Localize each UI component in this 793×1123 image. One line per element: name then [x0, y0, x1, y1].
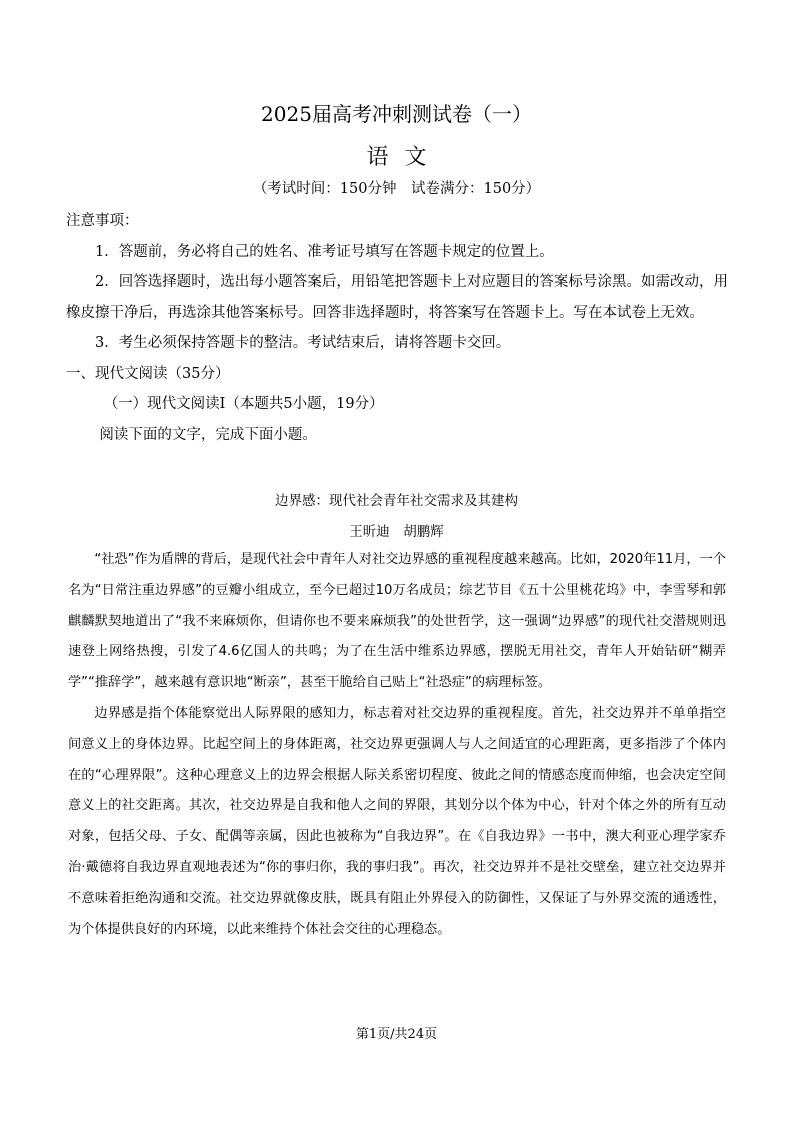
article-paragraph-2: 边界感是指个体能察觉出人际界限的感知力，标志着对社交边界的重视程度。首先，社交边界并不单单指空间意义上的身体边界。比起空间上的身体距离，社交边界更强调人与人之间适宜的心理距离，更多指涉了个体内在的“心理界限”。这种心理意义上的边界会根据人际关系密切程度、彼此之间的情感态度而伸缩，也会决定空间意义上的社交距离。其次，社交边界是自我和他人之间的界限，其划分以个体为中心，针对个体之外的所有互动对象，包括父母、子女、配偶等亲属，因此也被称为“自我边界”。在《自我边界》一书中，澳大利亚心理学家乔治·戴德将自我边界直观地表述为“你的事归你，我的事归我”。再次，社交边界并不是社交壁垒，建立社交边界并不意味着拒绝沟通和交流。社交边界就像皮肤，既具有阻止外界侵入的防御性，又保证了与外界交流的通透性，为个体提供良好的内环境，以此来维持个体社会交往的心理稳态。	[68, 705, 726, 937]
notice-item-1: 1．答题前，务必将自己的姓名、准考证号填写在答题卡规定的位置上。	[95, 243, 554, 260]
notice-section	[66, 206, 728, 450]
section-heading: 一、现代文阅读（35分）	[66, 365, 230, 382]
section-subheading: （一）现代文阅读Ⅰ（本题共5小题，19分）	[103, 396, 384, 412]
article-body	[68, 545, 726, 945]
exam-title: 2025届高考冲刺测试卷（一）	[261, 102, 532, 126]
notice-item-3: 3．考生必须保持答题卡的整洁。考试结束后，请将答题卡交回。	[95, 335, 511, 351]
subject-title: 语文	[366, 145, 443, 170]
notice-heading: 注意事项：	[66, 213, 139, 229]
page-number: 第1页/共24页	[355, 1027, 438, 1042]
article-paragraph-1: “社恐”作为盾牌的背后，是现代社会中青年人对社交边界感的重视程度越来越高。比如，2020年11月，一个名为“日常注重边界感”的豆瓣小组成立，至今已超过10万名成员；综艺节目《五十公里桃花坞》中，李雪琴和郭麒麟默契地道出了“我不来麻烦你，但请你也不要来麻烦我”的处世哲学，这一强调“边界感”的现代社交潜规则迅速登上网络热搜，引发了4.6亿国人的共鸣；为了在生活中维系边界感，摆脱无用社交，青年人开始钻研“糊弄学”“推辞学”，越来越有意识地“断亲”，甚至干脆给自己贴上“社恐症”的病理标签。	[68, 552, 726, 691]
exam-info: （考试时间：150分钟 试卷满分：150分）	[252, 181, 541, 197]
article-author: 王昕迪 胡鹏辉	[349, 524, 444, 540]
notice-item-2: 2．回答选择题时，选出每小题答案后，用铅笔把答题卡上对应题目的答案标号涂黑。如需改动，用橡皮擦干净后，再选涂其他答案标号。回答非选择题时，将答案写在答题卡上。写在本试卷上无效。	[66, 274, 728, 321]
reading-instruction: 阅读下面的文字，完成下面小题。	[99, 426, 317, 443]
article-title: 边界感：现代社会青年社交需求及其建构	[275, 493, 518, 509]
